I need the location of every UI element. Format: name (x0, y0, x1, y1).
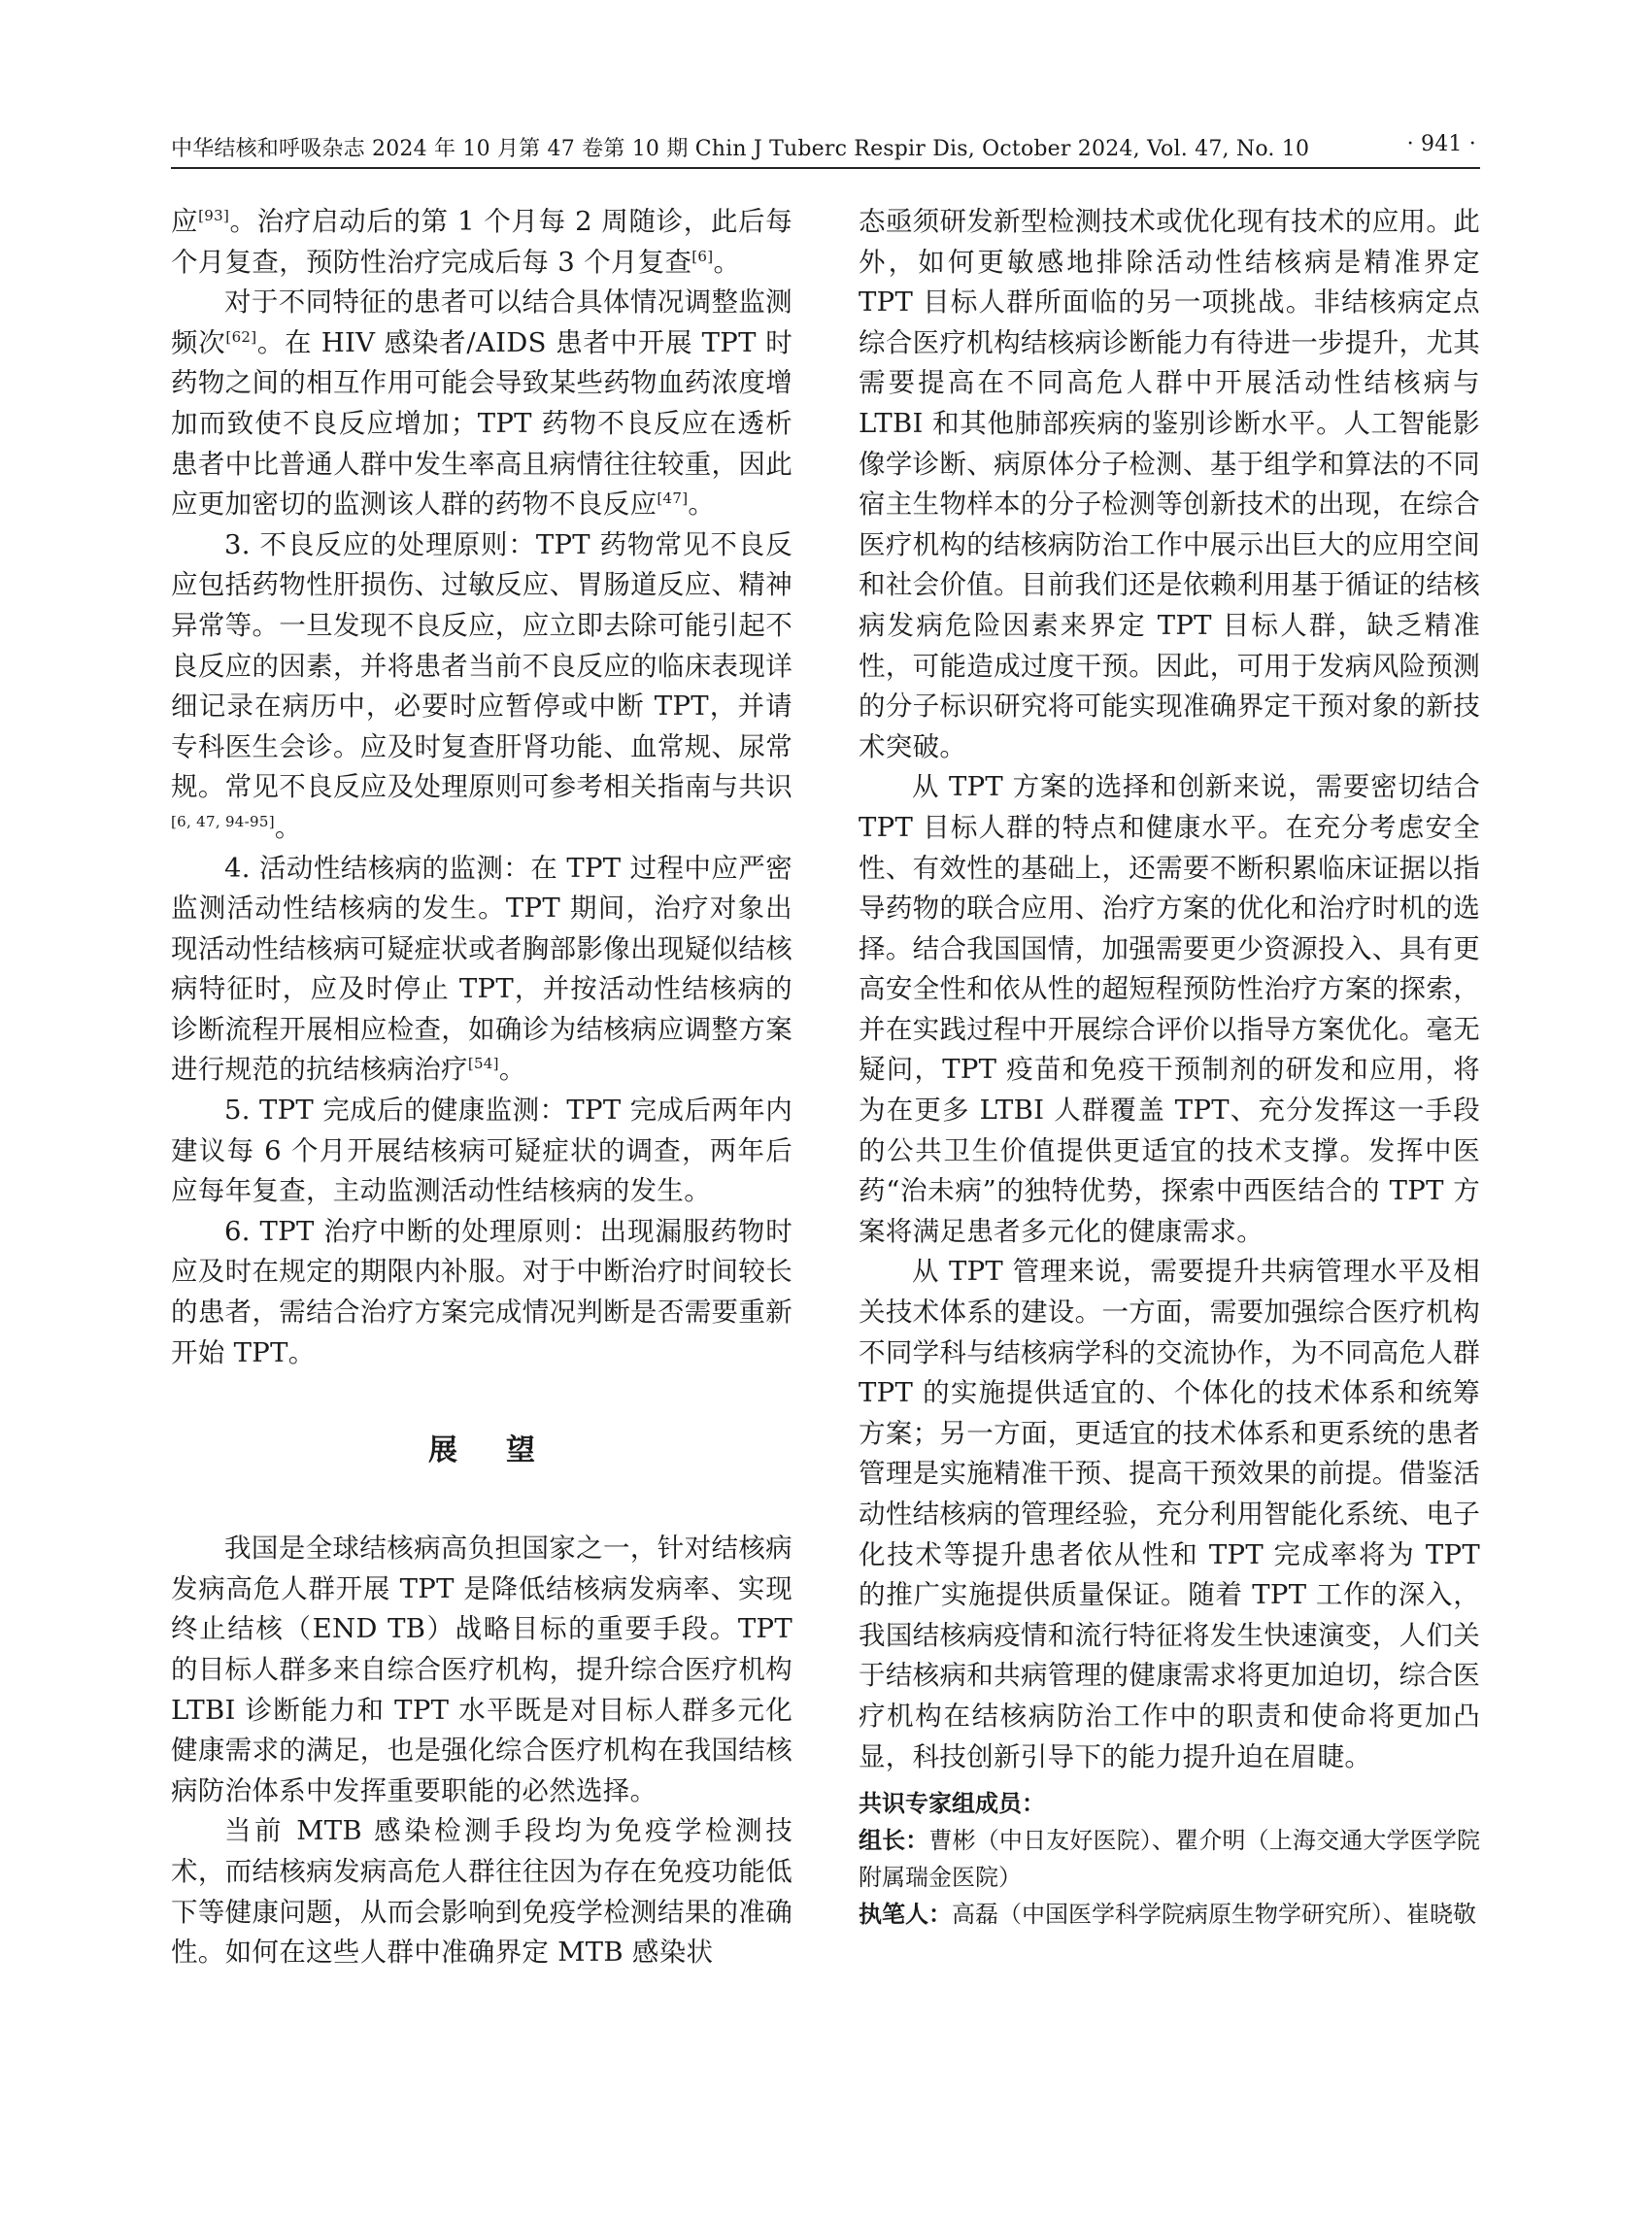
section-title: 展望 (428, 1433, 584, 1468)
right-column (859, 202, 1480, 1933)
paragraph: 对于不同特征的患者可以结合具体情况调整监测频次[62]。在 HIV 感染者/AIDS 患者中开展 TPT 时药物之间的相互作用可能会导致某些药物血药浓度增加而致使不良反应增加；TPT 药物不良反应在透析患者中比普通人群中发生率高且病情往往较重，因此应更加密切的监测该人群的药物不良反应[47]。 (171, 287, 792, 521)
citation-ref[interactable]: [54] (467, 1055, 499, 1073)
paragraph: 4. 活动性结核病的监测：在 TPT 过程中应严密监测活动性结核病的发生。TPT 期间，治疗对象出现活动性结核病可疑症状或者胸部影像出现疑似结核病特征时，应及时停止 TPT，并按活动性结核病的诊断流程开展相应检查，如确诊为结核病应调整方案进行规范的抗结核病治疗[54]。 (171, 852, 792, 1086)
citation-ref[interactable]: [93] (198, 206, 230, 224)
paragraph: 态亟须研发新型检测技术或优化现有技术的应用。此外，如何更敏感地排除活动性结核病是精准界定 TPT 目标人群所面临的另一项挑战。非结核病定点综合医疗机构结核病诊断能力有待进一步提升，尤其需要提高在不同高危人群中开展活动性结核病与 LTBI 和其他肺部疾病的鉴别诊断水平。人工智能影像学诊断、病原体分子检测、基于组学和算法的不同宿主生物样本的分子检测等创新技术的出现，在综合医疗机构的结核病防治工作中展示出巨大的应用空间和社会价值。目前我们还是依赖利用基于循证的结核病发病危险因素来界定 TPT 目标人群，缺乏精准性，可能造成过度干预。因此，可用于发病风险预测的分子标识研究将可能实现准确界定干预对象的新技术突破。 (859, 206, 1480, 762)
citation-ref[interactable]: [6] (691, 247, 714, 265)
members-heading: 共识专家组成员： (859, 1789, 1045, 1818)
writer-line: 执笔人：高磊（中国医学科学院病原生物学研究所）、崔晓敬 (859, 1900, 1476, 1929)
running-header (171, 128, 1480, 169)
paragraph: 从 TPT 方案的选择和创新来说，需要密切结合 TPT 目标人群的特点和健康水平。在充分考虑安全性、有效性的基础上，还需要不断积累临床证据以指导药物的联合应用、治疗方案的优化和治疗时机的选择。结合我国国情，加强需要更少资源投入、具有更高安全性和依从性的超短程预防性治疗方案的探索，并在实践过程中开展综合评价以指导方案优化。毫无疑问，TPT 疫苗和免疫干预制剂的研发和应用，将为在更多 LTBI 人群覆盖 TPT、充分发挥这一手段的公共卫生价值提供更适宜的技术支撑。发挥中医药“治未病”的独特优势，探索中西医结合的 TPT 方案将满足患者多元化的健康需求。 (859, 771, 1480, 1247)
leader-line: 组长：曹彬（中日友好医院）、瞿介明（上海交通大学医学院附属瑞金医院） (859, 1826, 1481, 1892)
paragraph: 当前 MTB 感染检测手段均为免疫学检测技术，而结核病发病高危人群往往因为存在免疫功能低下等健康问题，从而会影响到免疫学检测结果的准确性。如何在这些人群中准确界定 MTB 感染状 (171, 1815, 792, 1969)
paragraph: 6. TPT 治疗中断的处理原则：出现漏服药物时应及时在规定的期限内补服。对于中断治疗时间较长的患者，需结合治疗方案完成情况判断是否需要重新开始 TPT。 (171, 1215, 792, 1368)
paragraph: 5. TPT 完成后的健康监测：TPT 完成后两年内建议每 6 个月开展结核病可疑症状的调查，两年后应每年复查，主动监测活动性结核病的发生。 (171, 1095, 792, 1207)
paragraph: 应[93]。治疗启动后的第 1 个月每 2 周随诊，此后每个月复查，预防性治疗完成后每 3 个月复查[6]。 (171, 206, 792, 278)
consensus-members (859, 1785, 1480, 1933)
paragraph: 我国是全球结核病高负担国家之一，针对结核病发病高危人群开展 TPT 是降低结核病发病率、实现终止结核（END TB）战略目标的重要手段。TPT 的目标人群多来自综合医疗机构，提升综合医疗机构 LTBI 诊断能力和 TPT 水平既是对目标人群多元化健康需求的满足，也是强化综合医疗机构在我国结核病防治体系中发挥重要职能的必然选择。 (171, 1533, 792, 1806)
page-number: · 941 · (1406, 132, 1476, 156)
citation-ref[interactable]: [62] (225, 327, 257, 346)
paragraph: 3. 不良反应的处理原则：TPT 药物常见不良反应包括药物性肝损伤、过敏反应、胃肠道反应、精神异常等。一旦发现不良反应，应立即去除可能引起不良反应的因素，并将患者当前不良反应的临床表现详细记录在病历中，必要时应暂停或中断 TPT，并请专科医生会诊。应及时复查肝肾功能、血常规、尿常规。常见不良反应及处理原则可参考相关指南与共识[6, 47, 94-95]。 (171, 528, 792, 843)
left-column (171, 202, 792, 1973)
paragraph: 从 TPT 管理来说，需要提升共病管理水平及相关技术体系的建设。一方面，需要加强综合医疗机构不同学科与结核病学科的交流协作，为不同高危人群 TPT 的实施提供适宜的、个体化的技术体系和统筹方案；另一方面，更适宜的技术体系和更系统的患者管理是实施精准干预、提高干预效果的前提。借鉴活动性结核病的管理经验，充分利用智能化系统、电子化技术等提升患者依从性和 TPT 完成率将为 TPT 的推广实施提供质量保证。随着 TPT 工作的深入，我国结核病疫情和流行特征将发生快速演变，人们关于结核病和共病管理的健康需求将更加迫切，综合医疗机构在结核病防治工作中的职责和使命将更加凸显，科技创新引导下的能力提升迫在眉睫。 (859, 1256, 1480, 1772)
citation-ref[interactable]: [47] (657, 489, 689, 507)
citation-ref[interactable]: [6, 47, 94-95] (171, 812, 275, 830)
journal-citation: 中华结核和呼吸杂志 2024 年 10 月第 47 卷第 10 期 Chin J Tuberc Respir Dis, October 2024, Vol. 47, No. 10 (171, 137, 1310, 161)
